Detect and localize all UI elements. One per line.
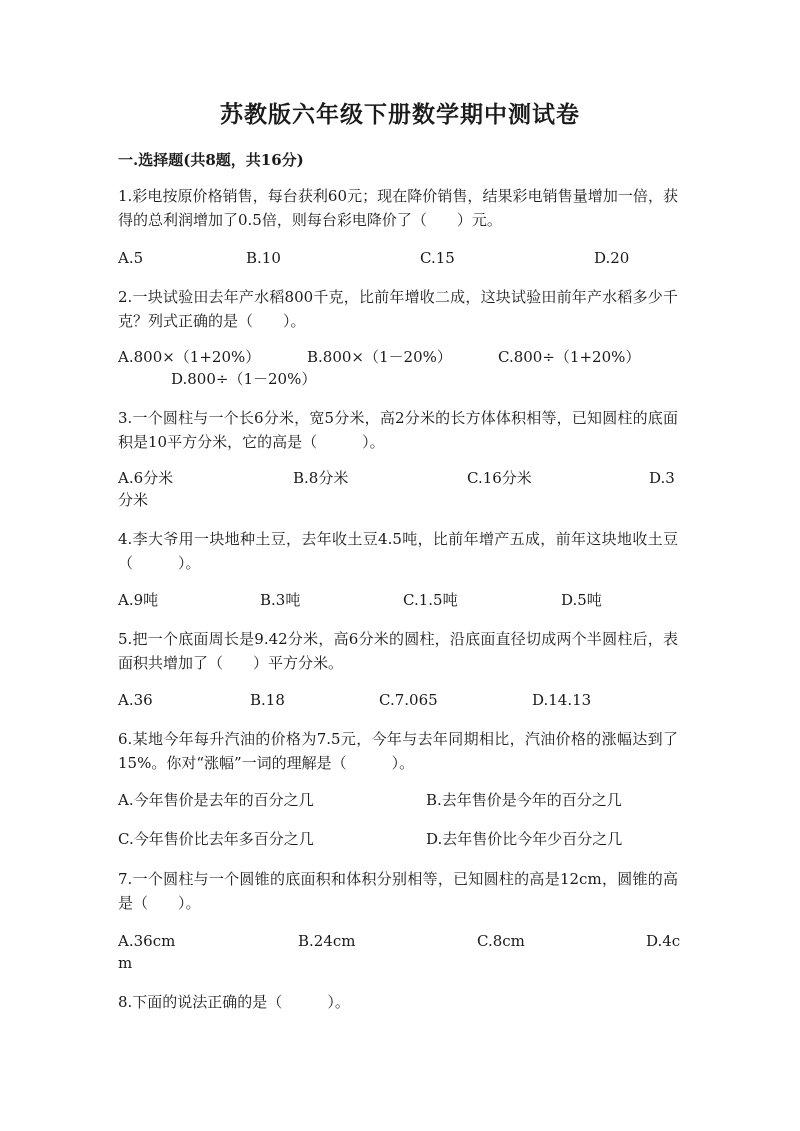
question-5-option-d: D.14.13 bbox=[532, 691, 592, 709]
question-4-option-b: B.3吨 bbox=[260, 591, 301, 609]
question-3-option-a: A.6分米 bbox=[118, 469, 174, 487]
question-6-option-b: B.去年售价是今年的百分之几 bbox=[426, 791, 622, 809]
question-5-option-a: A.36 bbox=[118, 691, 153, 709]
question-3-option-b: B.8分米 bbox=[293, 469, 349, 487]
question-1-text: 1.彩电按原价格销售，每台获利60元；现在降价销售，结果彩电销售量增加一倍，获得的总利润增加了0.5倍，则每台彩电降价了（ ）元。 bbox=[118, 187, 678, 229]
question-5-option-c: C.7.065 bbox=[379, 691, 438, 709]
section-heading: 一.选择题(共8题，共16分) bbox=[118, 151, 304, 169]
question-7-option-d-wrap: m bbox=[118, 954, 133, 972]
question-6-option-a: A.今年售价是去年的百分之几 bbox=[118, 791, 314, 809]
question-8-text: 8.下面的说法正确的是（ ）。 bbox=[118, 993, 350, 1011]
question-3-option-d: D.3 bbox=[649, 469, 675, 487]
question-4-option-a: A.9吨 bbox=[118, 591, 159, 609]
question-3-option-d-wrap: 分米 bbox=[118, 491, 149, 509]
question-2-option-a: A.800×（1+20%） bbox=[118, 348, 261, 366]
question-2-option-d: D.800÷（1－20%） bbox=[171, 370, 317, 388]
question-2-option-b: B.800×（1－20%） bbox=[307, 348, 452, 366]
question-6-option-d: D.去年售价比今年少百分之几 bbox=[426, 830, 623, 848]
question-1-option-c: C.15 bbox=[420, 249, 455, 267]
question-4-text: 4.李大爷用一块地种土豆，去年收土豆4.5吨，比前年增产五成，前年这块地收土豆（ ）。 bbox=[118, 530, 678, 572]
question-2-option-c: C.800÷（1+20%） bbox=[498, 348, 641, 366]
question-2-text: 2.一块试验田去年产水稻800千克，比前年增收二成，这块试验田前年产水稻多少千克？列式正确的是（ ）。 bbox=[118, 288, 678, 330]
question-4-option-d: D.5吨 bbox=[561, 591, 602, 609]
question-6-option-c: C.今年售价比去年多百分之几 bbox=[118, 830, 314, 848]
question-1-option-a: A.5 bbox=[118, 249, 144, 267]
question-5-option-b: B.18 bbox=[250, 691, 285, 709]
question-3-option-c: C.16分米 bbox=[467, 469, 532, 487]
question-4-option-c: C.1.5吨 bbox=[403, 591, 458, 609]
page-title: 苏教版六年级下册数学期中测试卷 bbox=[220, 101, 580, 128]
question-7-text: 7.一个圆柱与一个圆锥的底面积和体积分别相等，已知圆柱的高是12cm，圆锥的高是（ ）。 bbox=[118, 870, 678, 912]
question-5-text: 5.把一个底面周长是9.42分米，高6分米的圆柱，沿底面直径切成两个半圆柱后，表面积共增加了（ ）平方分米。 bbox=[118, 630, 678, 672]
question-7-option-d: D.4c bbox=[646, 932, 681, 950]
question-7-option-c: C.8cm bbox=[477, 932, 525, 950]
question-6-text: 6.某地今年每升汽油的价格为7.5元，今年与去年同期相比，汽油价格的涨幅达到了15%。你对“涨幅”一词的理解是（ ）。 bbox=[118, 730, 678, 772]
question-7-option-b: B.24cm bbox=[298, 932, 356, 950]
question-1-option-d: D.20 bbox=[594, 249, 630, 267]
question-3-text: 3.一个圆柱与一个长6分米，宽5分米，高2分米的长方体体积相等，已知圆柱的底面积是10平方分米，它的高是（ ）。 bbox=[118, 409, 678, 451]
question-7-option-a: A.36cm bbox=[118, 932, 176, 950]
question-1-option-b: B.10 bbox=[246, 249, 281, 267]
